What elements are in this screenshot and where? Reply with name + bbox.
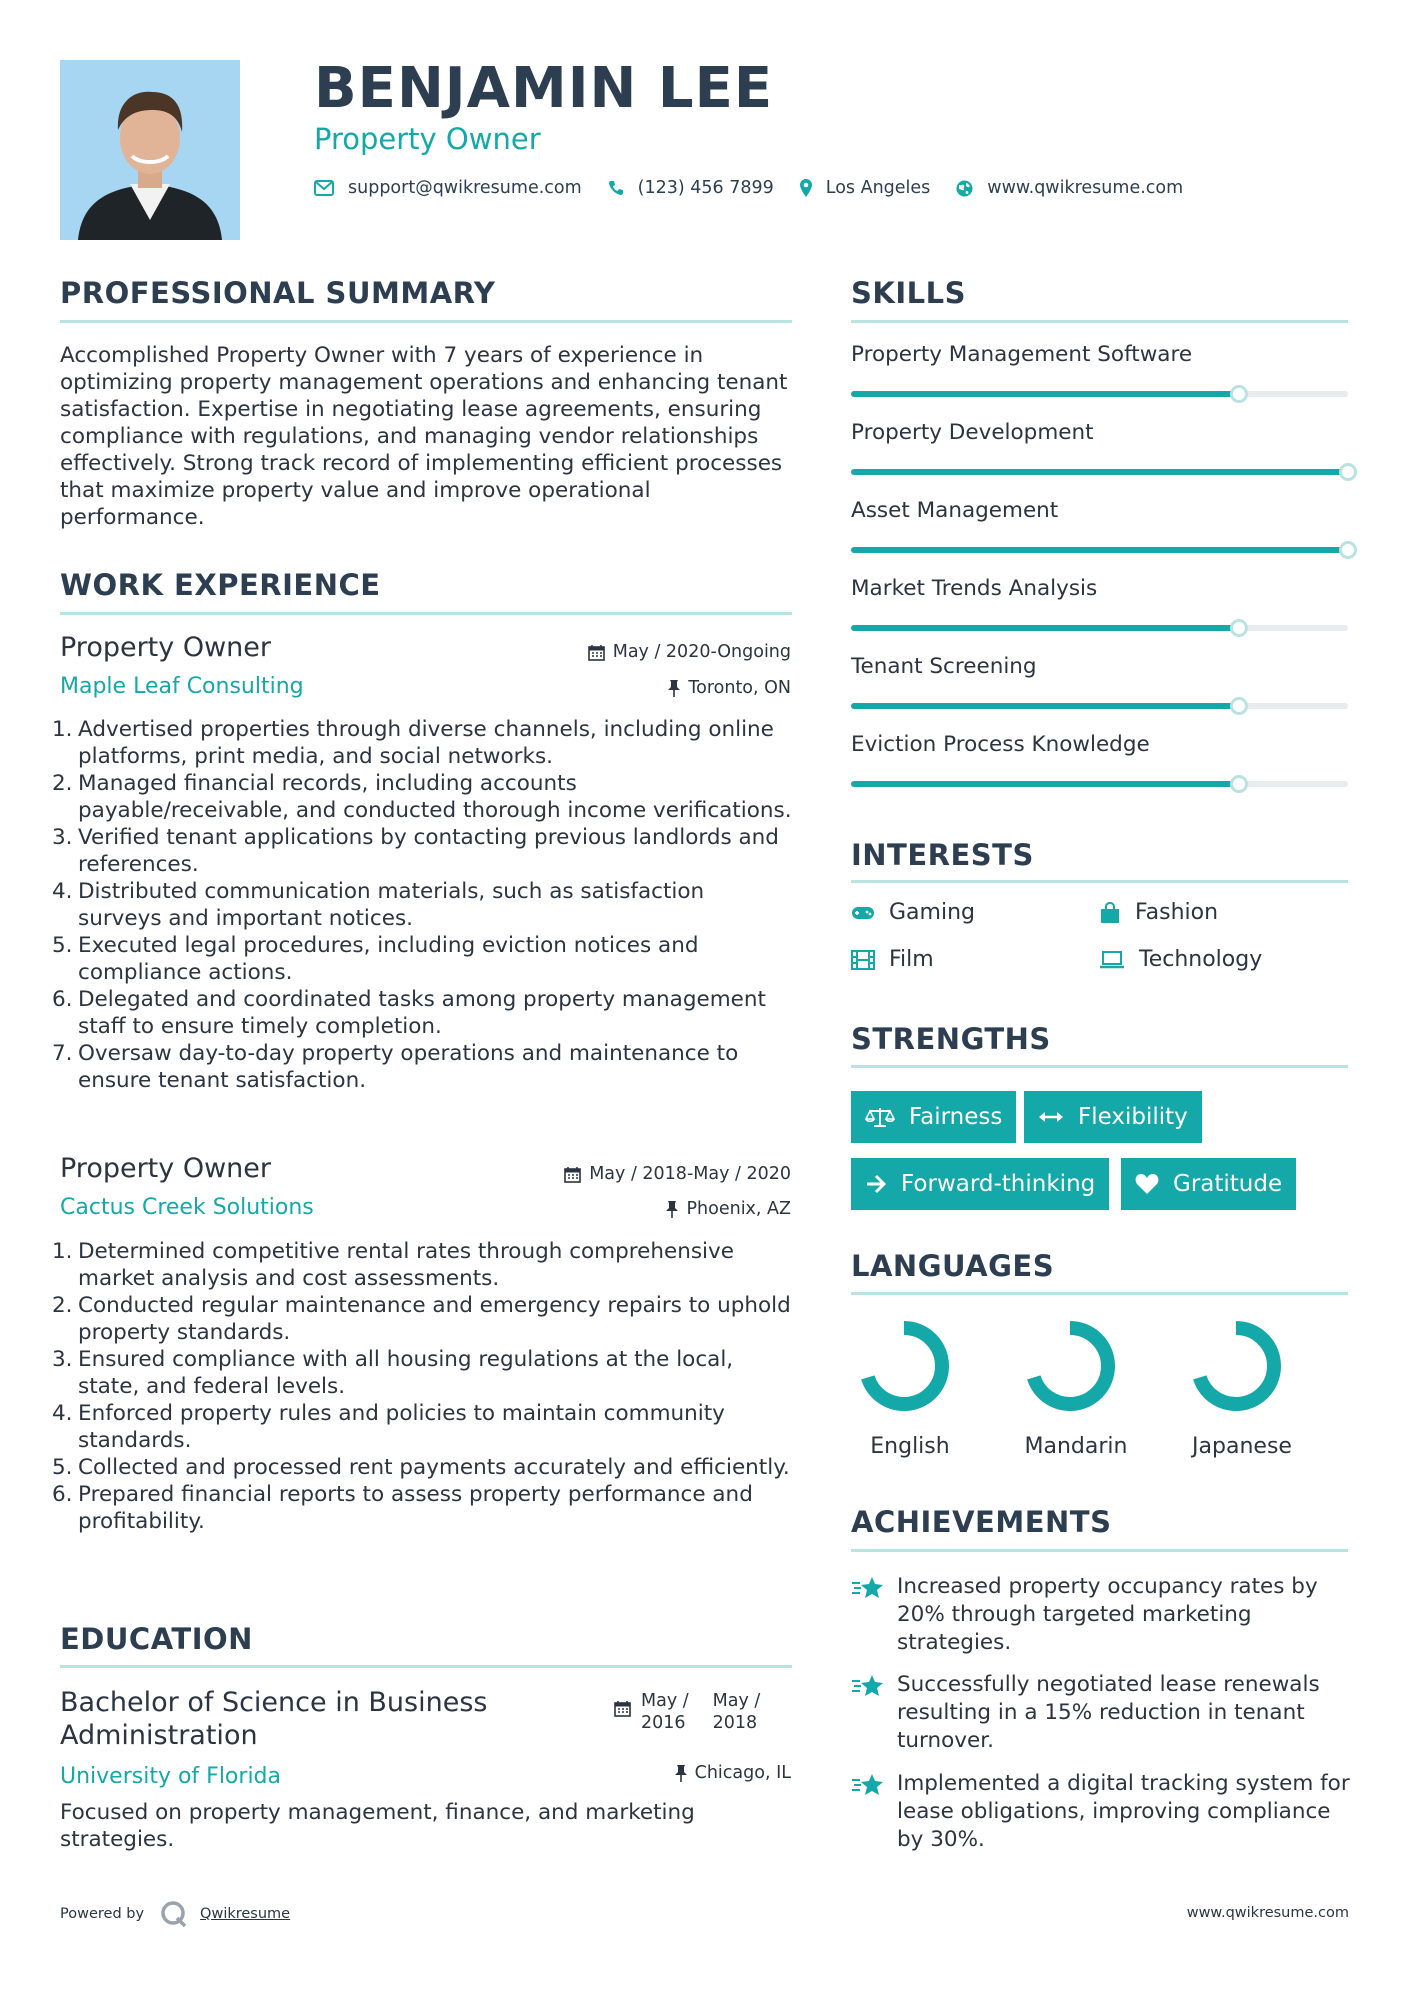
language-label: Mandarin (1024, 1434, 1128, 1459)
skill-bar-knob (1230, 775, 1248, 793)
list-item: 2. Conducted regular maintenance and emergency repairs to uphold property standards. (52, 1293, 791, 1345)
job-duties (52, 1238, 792, 1535)
calendar-icon (564, 1166, 581, 1183)
list-item: 7. Oversaw day-to-day property operations and maintenance to ensure tenant satisfaction. (52, 1041, 739, 1093)
languages-rule (851, 1292, 1348, 1295)
strength-tag (1024, 1091, 1202, 1143)
job-dates-text: May / 2020-Ongoing (612, 642, 791, 662)
shooting-star-icon (851, 1575, 885, 1601)
skill-bar-fill (851, 781, 1239, 787)
interest-item (1099, 947, 1262, 972)
education-degree-line: Bachelor of Science in Business (60, 1687, 488, 1718)
avatar (60, 60, 240, 240)
achievements-rule (851, 1549, 1348, 1552)
education-degree-line: Administration (60, 1720, 258, 1751)
candidate-name: BENJAMIN LEE (314, 56, 774, 121)
interest-label: Technology (1139, 947, 1263, 972)
language-ring (858, 1320, 950, 1412)
list-item: 3. Verified tenant applications by contacting previous landlords and references. (52, 825, 779, 877)
skill-label: Tenant Screening (851, 654, 1037, 679)
skill-label: Property Development (851, 420, 1094, 445)
interest-label: Film (889, 947, 934, 972)
strengths-rule (851, 1065, 1348, 1068)
skill-bar-knob (1230, 697, 1248, 715)
job-location-text: Toronto, ON (688, 678, 791, 698)
skill-bar (851, 469, 1348, 475)
job-location (668, 678, 791, 698)
job-location (666, 1199, 791, 1219)
profile-photo (60, 60, 240, 240)
skill-bar (851, 625, 1348, 631)
interest-label: Gaming (889, 900, 975, 925)
calendar-icon (588, 644, 605, 661)
summary-text: Accomplished Property Owner with 7 years of experience in optimizing property management operations and enhancing tenant satisfaction. Expertise in negotiating lease agreements, ensuring compliance with regulations, and managing vendor relationships effectively. Strong track record of implementing efficient processes that maximize property value and improve operational performance. (60, 343, 788, 530)
arrow-right-icon (865, 1174, 887, 1194)
job-company: Cactus Creek Solutions (60, 1195, 314, 1220)
list-item: 6. Delegated and coordinated tasks among property management staff to ensure timely completion. (52, 987, 766, 1039)
achievement-text: Successfully negotiated lease renewals resulting in a 15% reduction in tenant turnover. (897, 1672, 1320, 1753)
job-duties (52, 716, 792, 1094)
languages-heading: LANGUAGES (851, 1249, 1055, 1283)
language-label: English (870, 1434, 950, 1459)
contact-location: Los Angeles (825, 178, 931, 198)
interests-heading: INTERESTS (851, 838, 1034, 872)
list-item: 1. Determined competitive rental rates through comprehensive market analysis and cost assessments. (52, 1239, 734, 1291)
skill-bar-knob (1339, 463, 1357, 481)
job-company: Maple Leaf Consulting (60, 674, 304, 699)
education-start-year: 2016 (641, 1713, 686, 1733)
experience-rule (60, 612, 792, 615)
education-location-text: Chicago, IL (694, 1763, 791, 1783)
skill-bar-knob (1230, 619, 1248, 637)
skill-bar-knob (1230, 385, 1248, 403)
list-item: 5. Collected and processed rent payments accurately and efficiently. (52, 1455, 790, 1480)
envelope-icon (314, 180, 334, 196)
gamepad-icon (851, 905, 875, 921)
skill-bar (851, 781, 1348, 787)
phone-icon (608, 180, 624, 196)
strength-label: Forward-thinking (901, 1171, 1096, 1197)
skill-bar (851, 703, 1348, 709)
qwikresume-logo-icon (160, 1900, 188, 1928)
calendar-icon (614, 1700, 631, 1717)
strength-tag (851, 1158, 1109, 1210)
interests-rule (851, 880, 1348, 883)
interest-item (1099, 900, 1218, 925)
skill-label: Market Trends Analysis (851, 576, 1098, 601)
job-dates (588, 642, 791, 662)
footer-website[interactable]: www.qwikresume.com (1186, 1905, 1349, 1921)
contact-email[interactable]: support@qwikresume.com (348, 178, 582, 198)
job-location-text: Phoenix, AZ (686, 1199, 791, 1219)
skill-bar-fill (851, 469, 1348, 475)
language-label: Japanese (1192, 1434, 1292, 1459)
strength-label: Fairness (909, 1104, 1003, 1130)
footer-powered-by (60, 1900, 290, 1928)
achievement-text: Implemented a digital tracking system for lease obligations, improving compliance by 30%. (897, 1771, 1350, 1852)
interest-item (851, 947, 934, 972)
strength-label: Flexibility (1078, 1104, 1188, 1130)
education-rule (60, 1665, 792, 1668)
skills-heading: SKILLS (851, 276, 966, 310)
shopping-bag-icon (1099, 902, 1121, 924)
job-title: Property Owner (60, 1153, 271, 1184)
education-degree (60, 1686, 487, 1752)
pushpin-icon (675, 1764, 687, 1782)
education-description: Focused on property management, finance, and marketing strategies. (60, 1800, 695, 1852)
pushpin-icon (666, 1200, 678, 1218)
education-heading: EDUCATION (60, 1622, 253, 1656)
education-location (675, 1763, 791, 1783)
balance-scale-icon (865, 1106, 895, 1128)
job-dates (564, 1164, 791, 1184)
shooting-star-icon (851, 1772, 885, 1798)
list-item: 4. Distributed communication materials, such as satisfaction surveys and important notices. (52, 879, 705, 931)
list-item: 5. Executed legal procedures, including eviction notices and compliance actions. (52, 933, 699, 985)
pushpin-icon (668, 679, 680, 697)
education-start-month: May / (641, 1691, 689, 1711)
skill-label: Property Management Software (851, 342, 1193, 367)
list-item: 6. Prepared financial reports to assess property performance and profitability. (52, 1482, 753, 1534)
achievement-text: Increased property occupancy rates by 20% through targeted marketing strategies. (897, 1574, 1318, 1655)
globe-icon (956, 180, 973, 197)
arrows-horizontal-icon (1038, 1109, 1064, 1125)
strengths-heading: STRENGTHS (851, 1022, 1051, 1056)
language-ring (1024, 1320, 1116, 1412)
skill-bar-knob (1339, 541, 1357, 559)
education-end-month: May / (712, 1691, 761, 1711)
skill-bar (851, 547, 1348, 553)
achievement-item (851, 1671, 1351, 1755)
laptop-icon (1099, 951, 1125, 969)
education-end-year: 2018 (712, 1713, 758, 1733)
contact-website[interactable]: www.qwikresume.com (987, 178, 1184, 198)
summary-rule (60, 320, 792, 323)
summary-heading: PROFESSIONAL SUMMARY (60, 276, 496, 310)
strength-label: Gratitude (1173, 1171, 1283, 1197)
strength-tag (1121, 1158, 1296, 1210)
contact-phone[interactable]: (123) 456 7899 (637, 178, 774, 198)
list-item: 2. Managed financial records, including accounts payable/receivable, and conducted thorough income verifications. (52, 771, 792, 823)
skill-bar-fill (851, 703, 1239, 709)
achievements-heading: ACHIEVEMENTS (851, 1505, 1112, 1539)
powered-by-label: Powered by (60, 1906, 145, 1922)
candidate-role: Property Owner (314, 122, 541, 156)
skills-rule (851, 320, 1348, 323)
skill-label: Asset Management (851, 498, 1059, 523)
interest-item (851, 900, 975, 925)
education-school: University of Florida (60, 1764, 281, 1789)
job-dates-text: May / 2018-May / 2020 (589, 1164, 791, 1184)
education-dates (614, 1690, 760, 1734)
skill-bar-fill (851, 625, 1239, 631)
map-marker-icon (800, 179, 812, 197)
skill-bar-fill (851, 391, 1239, 397)
experience-heading: WORK EXPERIENCE (60, 568, 381, 602)
qwikresume-link[interactable]: Qwikresume (200, 1906, 291, 1922)
skill-bar (851, 391, 1348, 397)
heart-icon (1135, 1173, 1159, 1195)
skill-label: Eviction Process Knowledge (851, 732, 1150, 757)
shooting-star-icon (851, 1673, 885, 1699)
language-ring (1190, 1320, 1282, 1412)
list-item: 4. Enforced property rules and policies to maintain community standards. (52, 1401, 725, 1453)
skill-bar-fill (851, 547, 1348, 553)
strength-tag (851, 1091, 1016, 1143)
interest-label: Fashion (1135, 900, 1219, 925)
job-title: Property Owner (60, 632, 271, 663)
achievement-item (851, 1770, 1351, 1854)
film-icon (851, 950, 875, 970)
list-item: 1. Advertised properties through diverse channels, including online platforms, print media, and social networks. (52, 717, 774, 769)
contact-bar (314, 178, 1209, 198)
list-item: 3. Ensured compliance with all housing regulations at the local, state, and federal levels. (52, 1347, 734, 1399)
achievement-item (851, 1573, 1351, 1657)
